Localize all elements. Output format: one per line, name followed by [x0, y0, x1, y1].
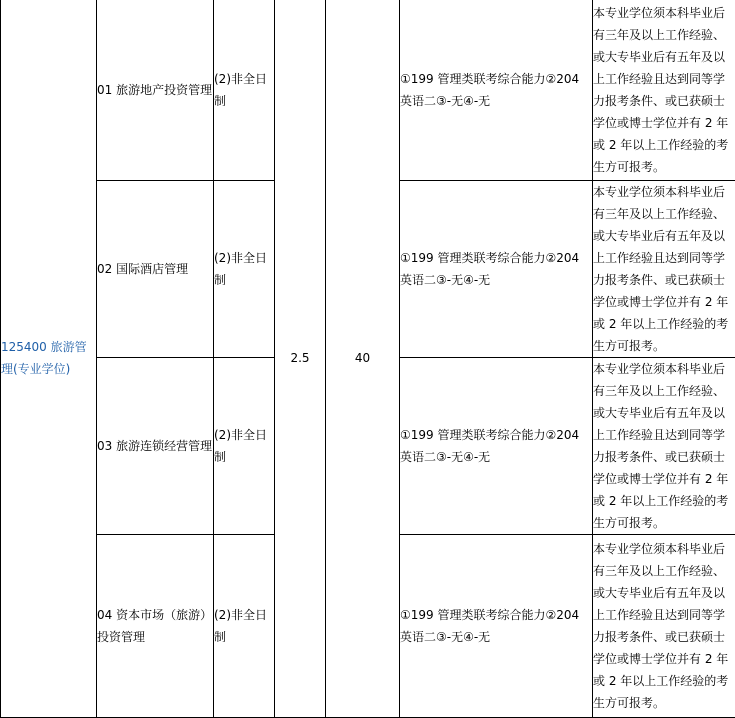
- admission-requirements: 本专业学位须本科毕业后有三年及以上工作经验、或大专毕业后有五年及以上工作经验且达到同等学力报考条件、或已获硕士学位或博士学位并有 2 年或 2 年以上工作经验的考生方可报考。: [593, 2, 735, 178]
- quota-cell: [326, 0, 400, 718]
- requirements-cell: [593, 181, 735, 358]
- major-cell: [1, 0, 97, 718]
- requirements-cell: [593, 0, 735, 181]
- direction-name: 01 旅游地产投资管理: [97, 79, 213, 101]
- exam-subjects: ①199 管理类联考综合能力②204 英语二③-无④-无: [400, 68, 592, 112]
- study-form: (2)非全日制: [214, 604, 274, 648]
- direction-name: 03 旅游连锁经营管理: [97, 435, 213, 457]
- subjects-cell: [400, 0, 593, 181]
- requirements-cell: [593, 358, 735, 535]
- study-form-cell: [214, 0, 275, 181]
- subjects-cell: [400, 358, 593, 535]
- requirements-cell: [593, 535, 735, 718]
- admission-requirements: 本专业学位须本科毕业后有三年及以上工作经验、或大专毕业后有五年及以上工作经验且达到同等学力报考条件、或已获硕士学位或博士学位并有 2 年或 2 年以上工作经验的考生方可报考。: [593, 358, 735, 534]
- admission-requirements: 本专业学位须本科毕业后有三年及以上工作经验、或大专毕业后有五年及以上工作经验且达到同等学力报考条件、或已获硕士学位或博士学位并有 2 年或 2 年以上工作经验的考生方可报考。: [593, 538, 735, 714]
- exam-subjects: ①199 管理类联考综合能力②204 英语二③-无④-无: [400, 604, 592, 648]
- study-form-cell: [214, 535, 275, 718]
- duration-cell: [275, 0, 326, 718]
- major-name: 125400 旅游管理(专业学位): [1, 336, 96, 380]
- direction-cell: [97, 358, 214, 535]
- duration-value: 2.5: [290, 351, 309, 365]
- study-form-cell: [214, 358, 275, 535]
- direction-name: 02 国际酒店管理: [97, 258, 213, 280]
- exam-subjects: ①199 管理类联考综合能力②204 英语二③-无④-无: [400, 424, 592, 468]
- exam-subjects: ①199 管理类联考综合能力②204 英语二③-无④-无: [400, 247, 592, 291]
- direction-cell: [97, 535, 214, 718]
- subjects-cell: [400, 535, 593, 718]
- direction-cell: [97, 181, 214, 358]
- study-form: (2)非全日制: [214, 68, 274, 112]
- table-row: [1, 0, 735, 181]
- quota-value: 40: [355, 351, 370, 365]
- study-form: (2)非全日制: [214, 424, 274, 468]
- subjects-cell: [400, 181, 593, 358]
- admission-requirements: 本专业学位须本科毕业后有三年及以上工作经验、或大专毕业后有五年及以上工作经验且达到同等学力报考条件、或已获硕士学位或博士学位并有 2 年或 2 年以上工作经验的考生方可报考。: [593, 181, 735, 357]
- direction-cell: [97, 0, 214, 181]
- study-form: (2)非全日制: [214, 247, 274, 291]
- study-form-cell: [214, 181, 275, 358]
- direction-name: 04 资本市场（旅游）投资管理: [97, 604, 213, 648]
